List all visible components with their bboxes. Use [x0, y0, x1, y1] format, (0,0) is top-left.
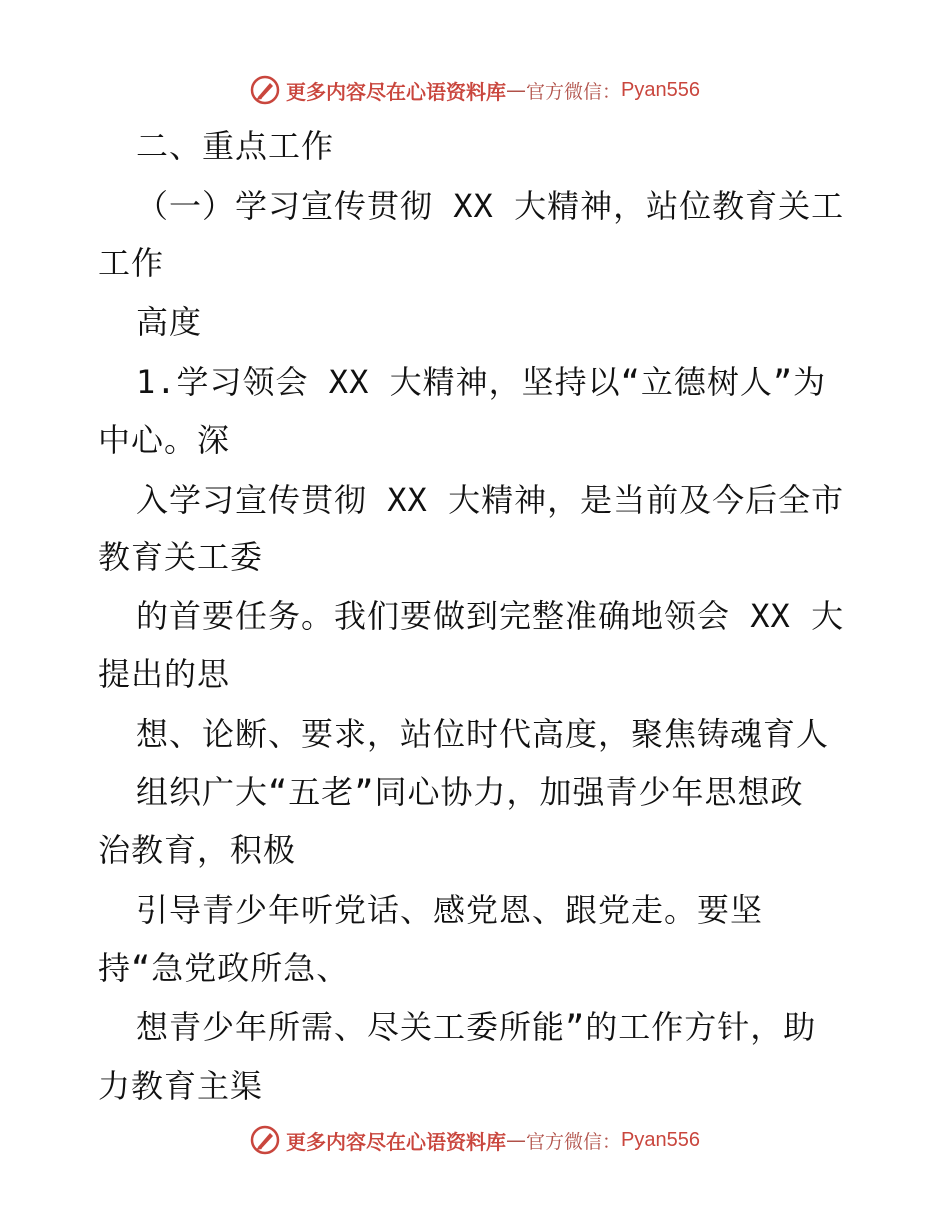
text-line: 中心。深 — [98, 421, 231, 459]
text-line: 教育关工委 — [98, 538, 264, 576]
footer-watermark — [0, 1120, 950, 1160]
text-line: 治教育，积极 — [98, 831, 297, 869]
watermark-official-label: 官方微信： — [526, 80, 622, 103]
text-line: 的首要任务。我们要做到完整准确地领会 XX 大 — [136, 597, 845, 635]
text-line: 二、重点工作 — [136, 127, 335, 165]
watermark-brand: 更多内容尽在心语资料库 — [286, 1129, 506, 1154]
text-line: 1.学习领会 XX 大精神，坚持以“立德树人”为 — [136, 363, 827, 401]
watermark-brand: 更多内容尽在心语资料库 — [286, 79, 506, 104]
text-line: 入学习宣传贯彻 XX 大精神，是当前及今后全市 — [136, 481, 845, 519]
text-line: 力教育主渠 — [98, 1067, 264, 1105]
text-line: 高度 — [136, 303, 203, 341]
header-watermark — [0, 70, 950, 110]
watermark-wechat-id: Pyan556 — [621, 1128, 700, 1151]
text-line: 想青少年所需、尽关工委所能”的工作方针，助 — [136, 1008, 817, 1046]
text-line: （一）学习宣传贯彻 XX 大精神，站位教育关工 — [136, 187, 845, 225]
pen-seal-icon — [250, 75, 280, 105]
watermark-dash: — — [506, 78, 526, 102]
text-line: 想、论断、要求，站位时代高度，聚焦铸魂育人 — [136, 715, 830, 753]
watermark-dash: — — [506, 1128, 526, 1152]
text-line: 工作 — [98, 244, 165, 282]
text-line: 组织广大“五老”同心协力，加强青少年思想政 — [136, 773, 804, 811]
watermark-official-label: 官方微信： — [526, 1130, 622, 1153]
text-line: 引导青少年听党话、感党恩、跟党走。要坚 — [136, 891, 764, 929]
pen-seal-icon — [250, 1125, 280, 1155]
watermark-wechat-id: Pyan556 — [621, 78, 700, 101]
text-line: 提出的思 — [98, 655, 231, 693]
text-line: 持“急党政所急、 — [98, 949, 350, 987]
